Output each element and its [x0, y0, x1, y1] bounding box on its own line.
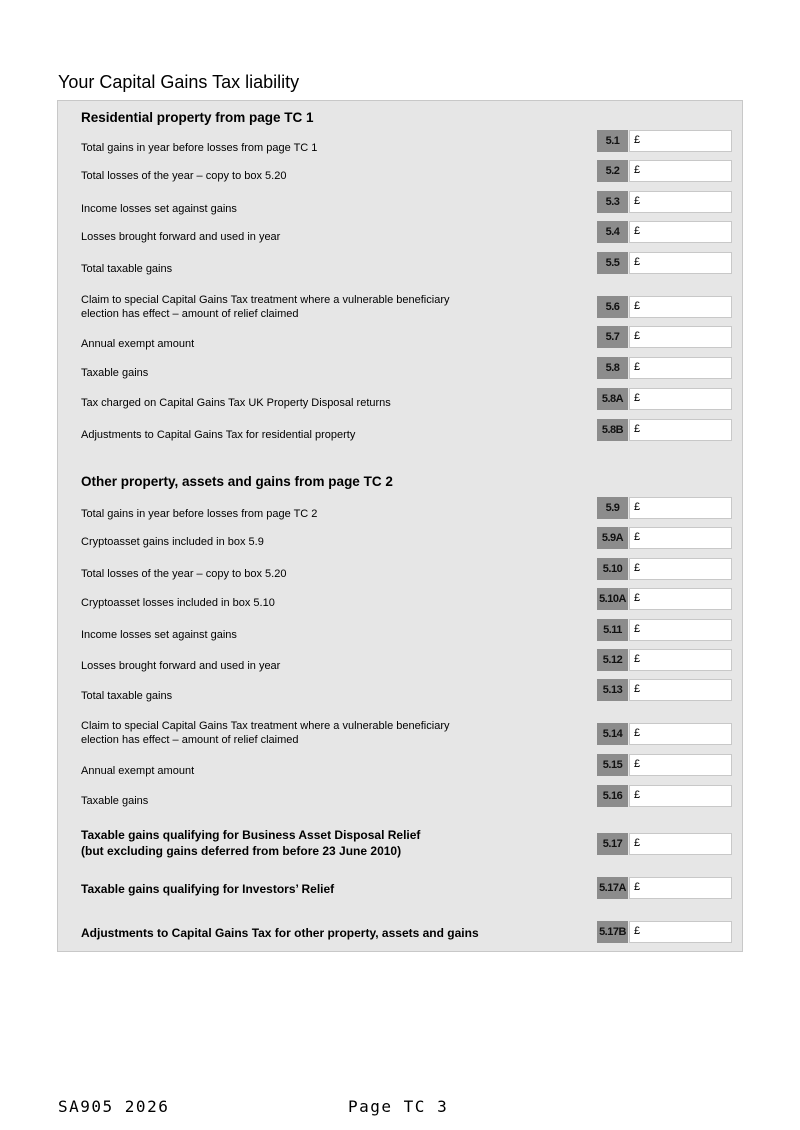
box-5-16 — [597, 785, 732, 807]
pound-sign: £ — [634, 531, 641, 543]
box-5-17b — [597, 921, 732, 943]
row-label-line-1: Taxable gains qualifying for Business Asset Disposal Relief — [81, 828, 421, 842]
box-5-4 — [597, 221, 732, 243]
box-5-12 — [597, 649, 732, 671]
box-number: 5.9 — [597, 497, 628, 519]
pound-sign: £ — [634, 653, 641, 665]
row-label-5-13: Total taxable gains — [81, 690, 173, 702]
box-number: 5.17B — [597, 921, 628, 943]
amount-input-5-5[interactable] — [629, 252, 732, 274]
pound-sign: £ — [634, 225, 641, 237]
box-5-7 — [597, 326, 732, 348]
box-number: 5.4 — [597, 221, 628, 243]
box-5-17a — [597, 877, 732, 899]
amount-input-5-11[interactable] — [629, 619, 732, 641]
pound-sign: £ — [634, 256, 641, 268]
pound-sign: £ — [634, 423, 641, 435]
box-number: 5.12 — [597, 649, 628, 671]
amount-input-5-12[interactable] — [629, 649, 732, 671]
row-label-line-1: Claim to special Capital Gains Tax treatment where a vulnerable beneficiary — [81, 720, 450, 732]
amount-input-5-10a[interactable] — [629, 588, 732, 610]
row-label-5-10a: Cryptoasset losses included in box 5.10 — [81, 597, 275, 609]
pound-sign: £ — [634, 361, 641, 373]
row-label-5-6 — [81, 293, 581, 321]
pound-sign: £ — [634, 623, 641, 635]
box-5-17 — [597, 833, 732, 855]
box-number: 5.8B — [597, 419, 628, 441]
box-number: 5.9A — [597, 527, 628, 549]
pound-sign: £ — [634, 501, 641, 513]
box-number: 5.8 — [597, 357, 628, 379]
row-label-5-3: Income losses set against gains — [81, 203, 237, 215]
amount-input-5-14[interactable] — [629, 723, 732, 745]
row-label-5-11: Income losses set against gains — [81, 629, 237, 641]
amount-input-5-13[interactable] — [629, 679, 732, 701]
row-label-line-2: (but excluding gains deferred from before 23 June 2010) — [81, 844, 402, 858]
row-label-line-2: election has effect – amount of relief claimed — [81, 734, 299, 746]
box-number: 5.15 — [597, 754, 628, 776]
amount-input-5-17b[interactable] — [629, 921, 732, 943]
box-number: 5.2 — [597, 160, 628, 182]
pound-sign: £ — [634, 727, 641, 739]
row-label-5-14 — [81, 719, 581, 747]
pound-sign: £ — [634, 758, 641, 770]
row-label-line-2: election has effect – amount of relief claimed — [81, 308, 299, 320]
box-number: 5.6 — [597, 296, 628, 318]
amount-input-5-3[interactable] — [629, 191, 732, 213]
pound-sign: £ — [634, 300, 641, 312]
amount-input-5-2[interactable] — [629, 160, 732, 182]
amount-input-5-17[interactable] — [629, 833, 732, 855]
row-label-5-8b: Adjustments to Capital Gains Tax for residential property — [81, 429, 356, 441]
pound-sign: £ — [634, 881, 641, 893]
form-code: SA905 2026 — [58, 1097, 170, 1116]
box-5-1 — [597, 130, 732, 152]
box-number: 5.1 — [597, 130, 628, 152]
page-title: Your Capital Gains Tax liability — [58, 72, 300, 92]
box-5-13 — [597, 679, 732, 701]
row-label-5-10: Total losses of the year – copy to box 5.20 — [81, 568, 287, 580]
row-label-5-2: Total losses of the year – copy to box 5.20 — [81, 170, 287, 182]
box-number: 5.14 — [597, 723, 628, 745]
row-label-5-17a: Taxable gains qualifying for Investors’ Relief — [81, 882, 335, 896]
pound-sign: £ — [634, 330, 641, 342]
amount-input-5-7[interactable] — [629, 326, 732, 348]
box-number: 5.13 — [597, 679, 628, 701]
box-number: 5.10 — [597, 558, 628, 580]
row-label-5-9a: Cryptoasset gains included in box 5.9 — [81, 536, 264, 548]
row-label-5-4: Losses brought forward and used in year — [81, 231, 281, 243]
box-number: 5.16 — [597, 785, 628, 807]
box-5-5 — [597, 252, 732, 274]
box-5-2 — [597, 160, 732, 182]
pound-sign: £ — [634, 164, 641, 176]
box-5-3 — [597, 191, 732, 213]
section-heading-other-property: Other property, assets and gains from page TC 2 — [81, 474, 393, 489]
amount-input-5-9[interactable] — [629, 497, 732, 519]
pound-sign: £ — [634, 925, 641, 937]
amount-input-5-1[interactable] — [629, 130, 732, 152]
box-5-8a — [597, 388, 732, 410]
box-5-6 — [597, 296, 732, 318]
pound-sign: £ — [634, 134, 641, 146]
amount-input-5-4[interactable] — [629, 221, 732, 243]
pound-sign: £ — [634, 789, 641, 801]
pound-sign: £ — [634, 562, 641, 574]
box-number: 5.11 — [597, 619, 628, 641]
row-label-5-17 — [81, 827, 581, 859]
row-label-5-16: Taxable gains — [81, 795, 149, 807]
box-5-10 — [597, 558, 732, 580]
row-label-5-9: Total gains in year before losses from page TC 2 — [81, 508, 318, 520]
amount-input-5-8[interactable] — [629, 357, 732, 379]
row-label-5-5: Total taxable gains — [81, 263, 173, 275]
amount-input-5-9a[interactable] — [629, 527, 732, 549]
box-number: 5.8A — [597, 388, 628, 410]
box-number: 5.5 — [597, 252, 628, 274]
box-5-10a — [597, 588, 732, 610]
box-5-14 — [597, 723, 732, 745]
pound-sign: £ — [634, 392, 641, 404]
box-5-8b — [597, 419, 732, 441]
pound-sign: £ — [634, 592, 641, 604]
section-heading-residential: Residential property from page TC 1 — [81, 110, 314, 125]
box-5-11 — [597, 619, 732, 641]
row-label-line-1: Claim to special Capital Gains Tax treatment where a vulnerable beneficiary — [81, 294, 450, 306]
box-number: 5.3 — [597, 191, 628, 213]
box-number: 5.10A — [597, 588, 628, 610]
pound-sign: £ — [634, 683, 641, 695]
row-label-5-17b: Adjustments to Capital Gains Tax for other property, assets and gains — [81, 926, 479, 940]
amount-input-5-6[interactable] — [629, 296, 732, 318]
box-number: 5.17A — [597, 877, 628, 899]
amount-input-5-16[interactable] — [629, 785, 732, 807]
row-label-5-7: Annual exempt amount — [81, 338, 195, 350]
pound-sign: £ — [634, 837, 641, 849]
page-number: Page TC 3 — [348, 1097, 449, 1116]
row-label-5-15: Annual exempt amount — [81, 765, 195, 777]
row-label-5-12: Losses brought forward and used in year — [81, 660, 281, 672]
amount-input-5-8b[interactable] — [629, 419, 732, 441]
box-number: 5.7 — [597, 326, 628, 348]
box-5-9a — [597, 527, 732, 549]
amount-input-5-8a[interactable] — [629, 388, 732, 410]
pound-sign: £ — [634, 195, 641, 207]
amount-input-5-17a[interactable] — [629, 877, 732, 899]
row-label-5-1: Total gains in year before losses from page TC 1 — [81, 142, 318, 154]
row-label-5-8: Taxable gains — [81, 367, 149, 379]
box-5-15 — [597, 754, 732, 776]
box-number: 5.17 — [597, 833, 628, 855]
amount-input-5-15[interactable] — [629, 754, 732, 776]
amount-input-5-10[interactable] — [629, 558, 732, 580]
box-5-8 — [597, 357, 732, 379]
row-label-5-8a: Tax charged on Capital Gains Tax UK Property Disposal returns — [81, 397, 391, 409]
box-5-9 — [597, 497, 732, 519]
